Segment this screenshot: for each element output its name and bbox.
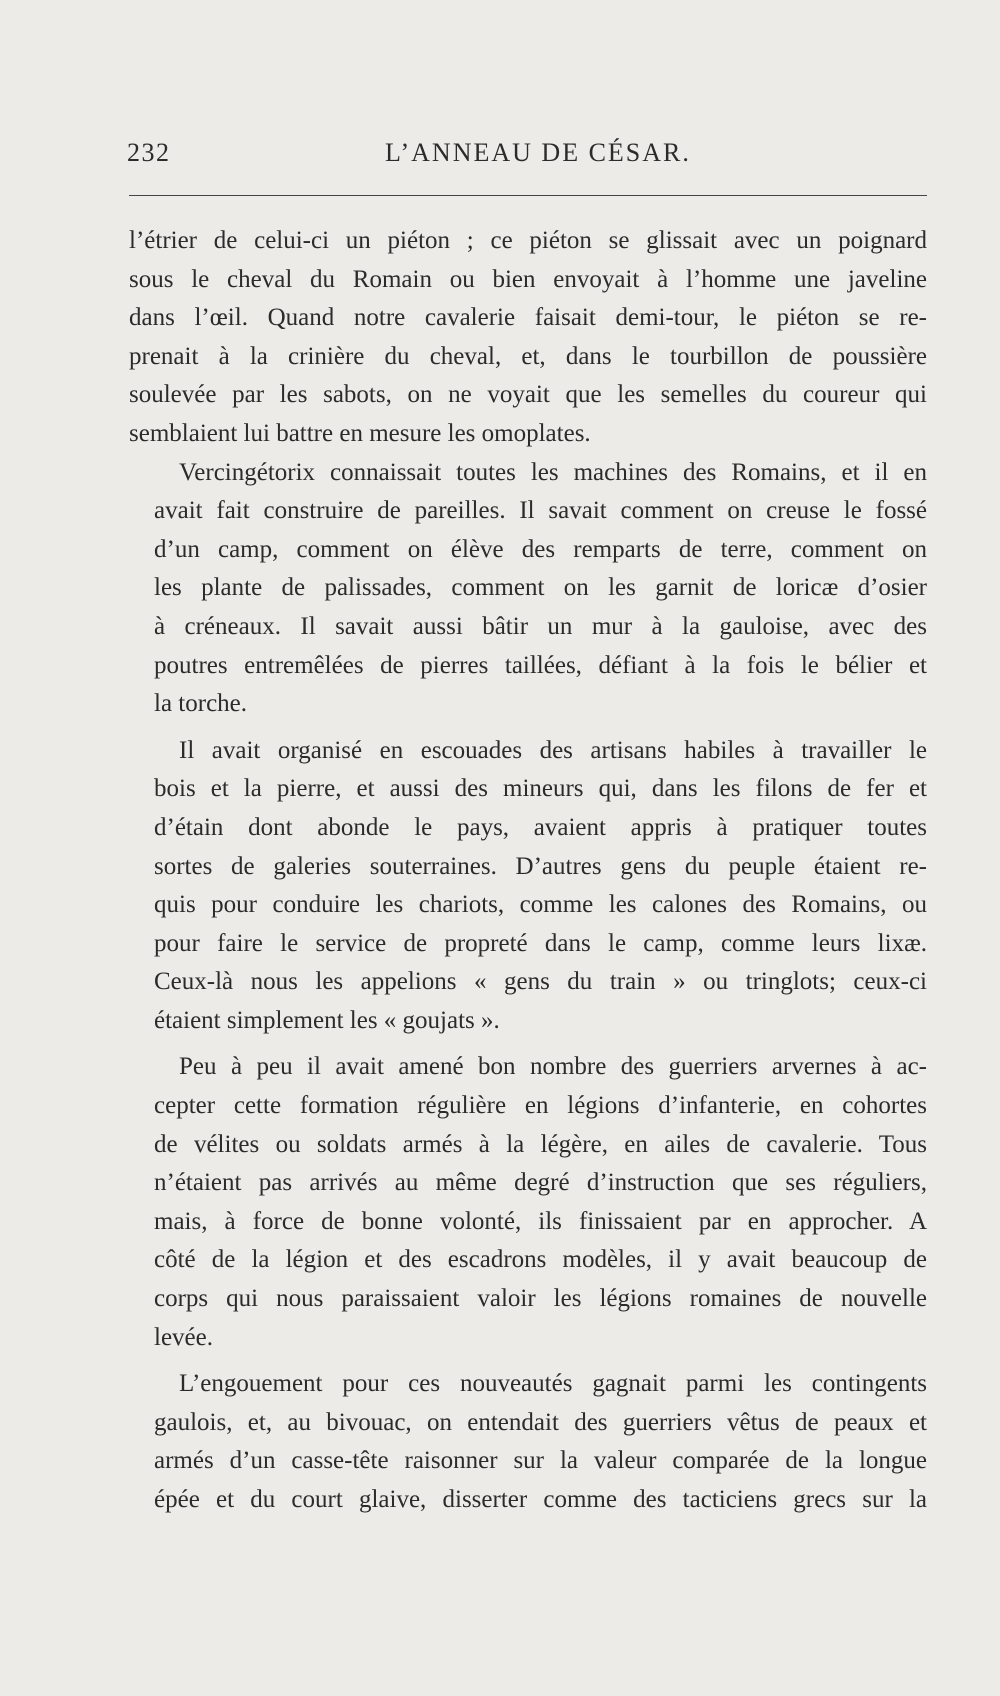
text-line: sous le cheval du Romain ou bien envoyait à l’homme une javeline bbox=[129, 265, 927, 293]
text-line: avait fait construire de pareilles. Il savait comment on creuse le fossé bbox=[154, 497, 927, 525]
page-header bbox=[127, 138, 927, 178]
body-text bbox=[129, 222, 927, 1520]
text-line: les plante de palissades, comment on les garnit de loricæ d’osier bbox=[154, 574, 927, 602]
text-line: Il avait organisé en escouades des artisans habiles à travailler le bbox=[179, 736, 927, 764]
text-line: armés d’un casse-tête raisonner sur la valeur comparée de la longue bbox=[154, 1447, 927, 1475]
paragraph-3 bbox=[129, 732, 927, 1041]
text-line: à créneaux. Il savait aussi bâtir un mur à la gauloise, avec des bbox=[154, 612, 927, 640]
text-line: étaient simplement les « goujats ». bbox=[154, 1006, 500, 1034]
header-rule bbox=[129, 195, 927, 196]
text-line: corps qui nous paraissaient valoir les légions romaines de nouvelle bbox=[154, 1285, 927, 1313]
text-line: d’étain dont abonde le pays, avaient appris à pratiquer toutes bbox=[154, 813, 927, 841]
text-line: l’étrier de celui-ci un piéton ; ce piéton se glissait avec un poignard bbox=[129, 227, 927, 254]
paragraph-gap bbox=[129, 1040, 927, 1048]
text-line: semblaient lui battre en mesure les omoplates. bbox=[129, 419, 591, 447]
text-line: mais, à force de bonne volonté, ils finissaient par en approcher. A bbox=[154, 1207, 927, 1235]
text-line: poutres entremêlées de pierres taillées, défiant à la fois le bélier et bbox=[154, 651, 927, 679]
running-title: L’ANNEAU DE CÉSAR. bbox=[385, 138, 691, 167]
paragraph-1 bbox=[129, 222, 927, 454]
text-line: Vercingétorix connaissait toutes les machines des Romains, et il en bbox=[179, 458, 927, 486]
text-line: soulevée par les sabots, on ne voyait que les semelles du coureur qui bbox=[129, 381, 927, 409]
text-line: n’étaient pas arrivés au même degré d’instruction que ses réguliers, bbox=[154, 1169, 927, 1197]
text-line: bois et la pierre, et aussi des mineurs qui, dans les filons de fer et bbox=[154, 775, 927, 803]
text-line: Ceux-là nous les appelions « gens du train » ou tringlots; ceux-ci bbox=[154, 968, 927, 996]
paragraph-gap bbox=[129, 724, 927, 732]
text-line: cepter cette formation régulière en légions d’infanterie, en cohortes bbox=[154, 1092, 927, 1120]
paragraph-5 bbox=[129, 1365, 927, 1519]
paragraph-4 bbox=[129, 1048, 927, 1357]
text-line: épée et du court glaive, disserter comme des tacticiens grecs sur la bbox=[154, 1486, 927, 1513]
text-line: quis pour conduire les chariots, comme les calones des Romains, ou bbox=[154, 891, 927, 919]
page-number: 232 bbox=[127, 138, 171, 167]
text-line: levée. bbox=[154, 1323, 213, 1351]
text-line: de vélites ou soldats armés à la légère, en ailes de cavalerie. Tous bbox=[154, 1130, 927, 1158]
text-line: prenait à la crinière du cheval, et, dans le tourbillon de poussière bbox=[129, 342, 927, 370]
text-line: Peu à peu il avait amené bon nombre des guerriers arvernes à ac- bbox=[179, 1053, 927, 1081]
text-line: dans l’œil. Quand notre cavalerie faisait demi-tour, le piéton se re- bbox=[129, 304, 927, 332]
text-line: la torche. bbox=[154, 690, 248, 718]
text-line: côté de la légion et des escadrons modèles, il y avait beaucoup de bbox=[154, 1246, 927, 1274]
text-line: d’un camp, comment on élève des remparts de terre, comment on bbox=[154, 535, 927, 563]
text-line: sortes de galeries souterraines. D’autres gens du peuple étaient re- bbox=[154, 852, 927, 880]
paragraph-gap bbox=[129, 1357, 927, 1365]
paragraph-2 bbox=[129, 454, 927, 724]
text-line: pour faire le service de propreté dans le camp, comme leurs lixæ. bbox=[154, 929, 927, 957]
text-line: gaulois, et, au bivouac, on entendait des guerriers vêtus de peaux et bbox=[154, 1408, 927, 1436]
text-line: L’engouement pour ces nouveautés gagnait parmi les contingents bbox=[179, 1370, 927, 1398]
